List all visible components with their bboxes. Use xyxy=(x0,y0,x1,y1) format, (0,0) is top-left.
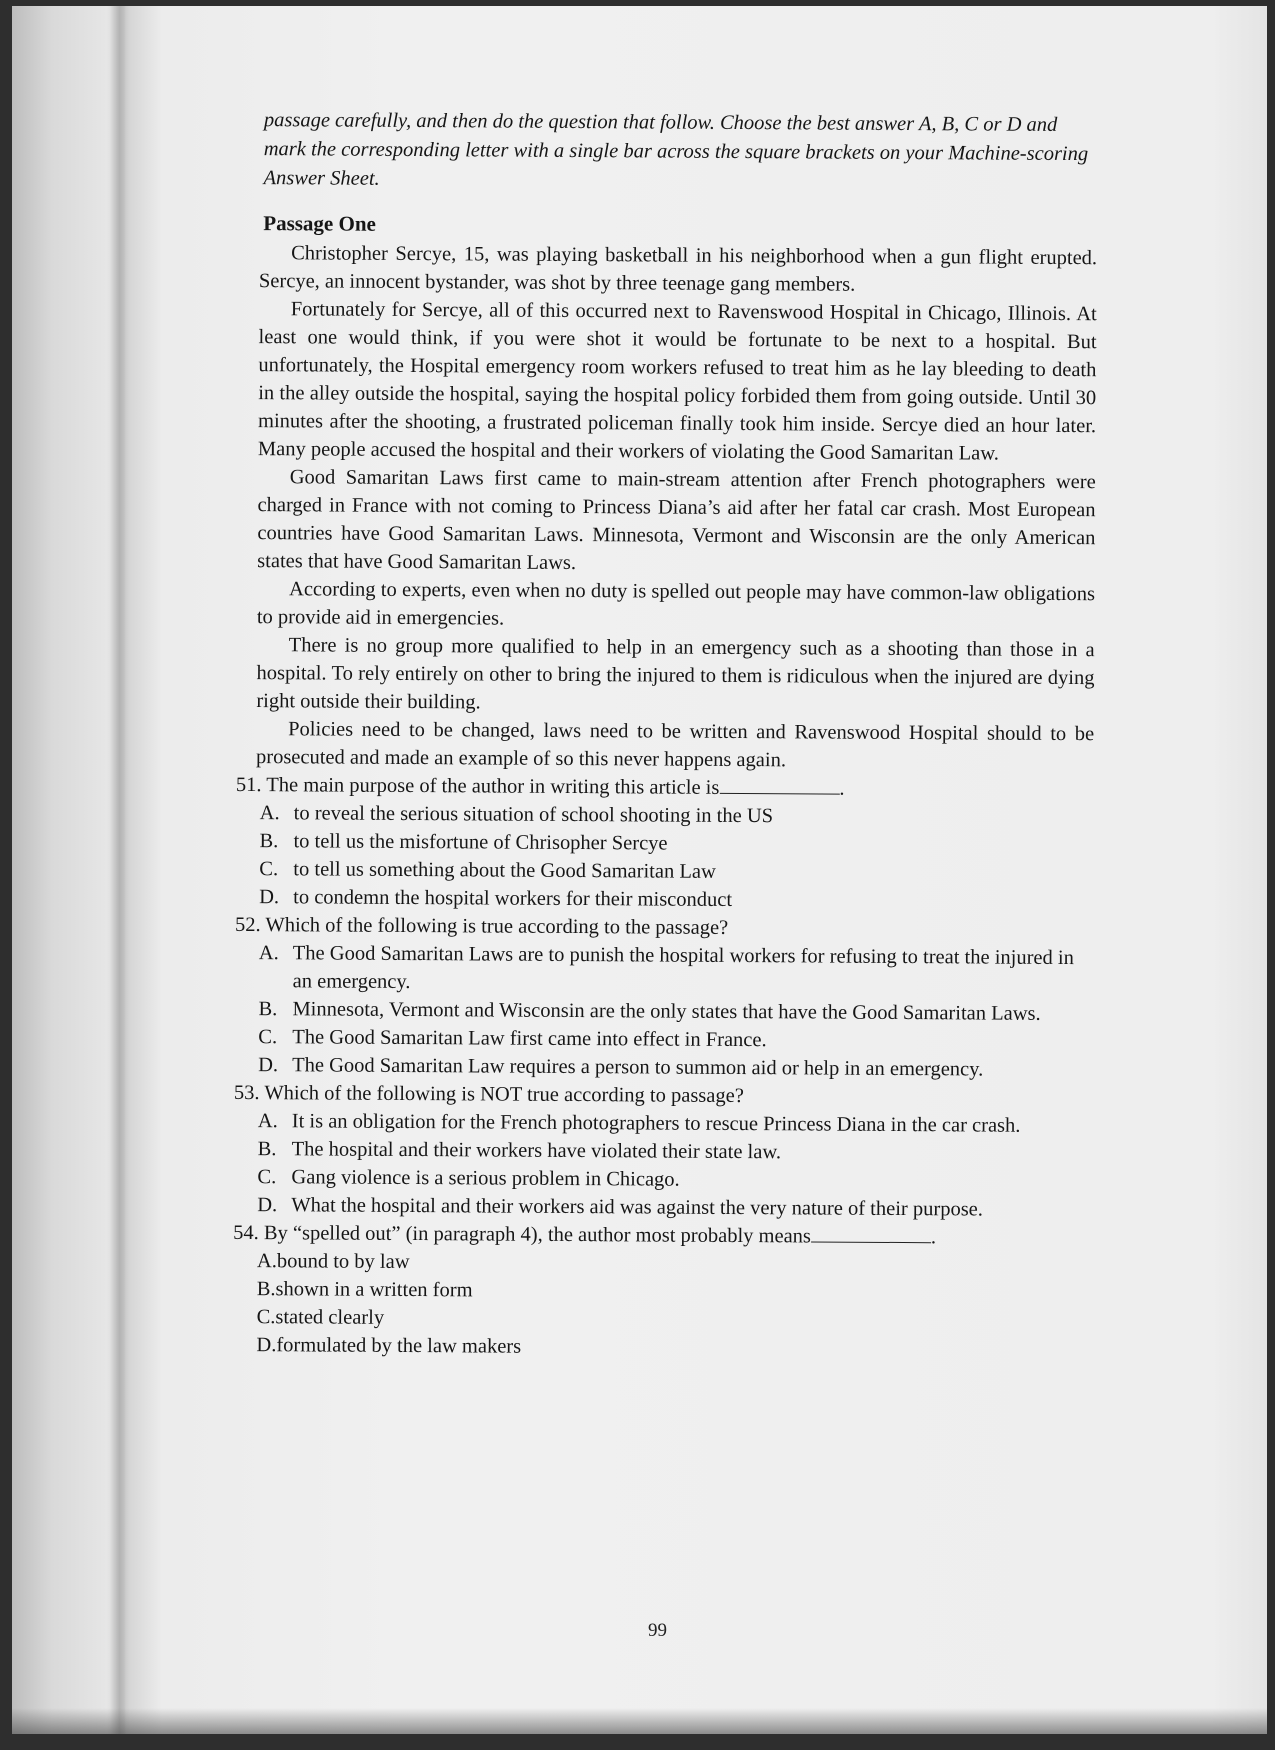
passage-paragraph: There is no group more qualified to help in an emergency such as a shooting than those in a hospital. To rely entirely on other to bring the injured to them is ridiculous when the injured are dying right outside their building. xyxy=(256,634,1095,714)
passage-title: Passage One xyxy=(263,211,376,236)
option-text: Minnesota, Vermont and Wisconsin are the only states that have the Good Samaritan Laws. xyxy=(292,998,1041,1025)
option-letter: D. xyxy=(257,1194,278,1217)
option-letter: C. xyxy=(257,1166,277,1189)
option-list xyxy=(258,939,1093,1084)
option-text: Gang violence is a serious problem in Chicago. xyxy=(291,1166,680,1191)
option-letter: B. xyxy=(259,830,279,853)
binding-shadow xyxy=(110,6,126,1734)
question-53 xyxy=(233,1079,1092,1224)
option-text: to reveal the serious situation of school shooting in the US xyxy=(293,802,774,828)
option-text: The Good Samaritan Law first came into effect in France. xyxy=(292,1026,767,1052)
question-51 xyxy=(235,771,1094,916)
question-54 xyxy=(232,1219,1091,1364)
option-letter: C. xyxy=(259,858,279,881)
option-letter: B. xyxy=(258,998,278,1021)
option-letter: D. xyxy=(258,1054,279,1077)
passage-paragraph: Policies need to be changed, laws need to be written and Ravenswood Hospital should to be prosecuted and made an example of so this never happens again. xyxy=(255,718,1095,772)
answer-blank xyxy=(719,775,839,795)
option-list xyxy=(259,799,1094,916)
option-text: It is an obligation for the French photographers to rescue Princess Diana in the car crash. xyxy=(291,1110,1021,1137)
option-letter: D. xyxy=(259,886,280,909)
page-number: 99 xyxy=(648,1620,667,1641)
passage-paragraph: Fortunately for Sercye, all of this occurred next to Ravenswood Hospital in Chicago, Illinois. At least one would think, if you were shot it would be fortunate to be next to a hospital. But unfortunately, the Hospital emergency room workers refused to treat him as he lay bleeding to death in the alley outside the hospital, saying the hospital policy forbided them from going outside. Until 30 minutes after the shooting, a frustrated policeman finally took him inside. Sercye died an hour later. Many people accused the hospital and their workers of violating the Good Samaritan Law. xyxy=(257,298,1097,465)
option-text: to tell us the misfortune of Chrisopher Sercye xyxy=(293,830,668,855)
passage-paragraph: According to experts, even when no duty is spelled out people may have common-law obligations to provide aid in emergencies. xyxy=(256,578,1096,630)
option-letter: B. xyxy=(257,1138,277,1161)
option-a: A.bound to by law xyxy=(256,1250,410,1274)
option-letter: A. xyxy=(258,942,279,965)
question-stem: 53. Which of the following is NOT true according to passage? xyxy=(233,1081,744,1108)
option-d: D.formulated by the law makers xyxy=(256,1334,522,1358)
passage-paragraph: Good Samaritan Laws first came to main-stream attention after French photographers were charged in France with not coming to Princess Diana’s aid after her fatal car crash. Most European countries have Good Samaritan Laws. Minnesota, Vermont and Wisconsin are the only American states that have Good Samaritan Laws. xyxy=(257,466,1096,575)
option-letter: C. xyxy=(258,1026,278,1049)
option-letter: A. xyxy=(257,1110,278,1133)
scan-edge-shadow xyxy=(12,1708,1267,1734)
question-52 xyxy=(234,911,1093,1084)
option-text: to tell us something about the Good Samaritan Law xyxy=(293,858,716,883)
page-content xyxy=(233,106,1098,1364)
instructions-text: passage carefully, and then do the question that follow. Choose the best answer A, B, C or D and mark the corresponding letter with a single bar across the square brackets on your Machine-scoring Answer Sheet. xyxy=(263,109,1089,190)
question-stem-text: 54. By “spelled out” (in paragraph 4), the author most probably means xyxy=(233,1221,812,1248)
option-text: to condemn the hospital workers for their misconduct xyxy=(293,886,733,911)
question-stem-end: . xyxy=(930,1226,937,1249)
option-b: B.shown in a written form xyxy=(256,1278,473,1302)
option-letter: A. xyxy=(259,802,280,825)
question-stem: 52. Which of the following is true according to the passage? xyxy=(234,913,729,939)
option-text: The Good Samaritan Law requires a person to summon aid or help in an emergency. xyxy=(292,1054,984,1081)
answer-blank xyxy=(811,1223,931,1243)
document-page xyxy=(12,6,1267,1734)
option-text: The Good Samaritan Laws are to punish the hospital workers for refusing to treat the injured in an emergency. xyxy=(292,942,1074,994)
option-text: The hospital and their workers have violated their state law. xyxy=(291,1138,782,1164)
option-c: C.stated clearly xyxy=(256,1306,385,1329)
option-text: What the hospital and their workers aid was against the very nature of their purpose. xyxy=(291,1194,983,1221)
option-list xyxy=(257,1107,1092,1224)
passage-body xyxy=(244,239,1097,776)
passage-paragraph: Christopher Sercye, 15, was playing basketball in his neighborhood when a gun flight erupted. Sercye, an innocent bystander, was shot by three teenage gang members. xyxy=(258,242,1098,296)
question-stem-end: . xyxy=(839,777,845,800)
option-a xyxy=(259,939,1093,1000)
question-stem-text: 51. The main purpose of the author in writing this article is xyxy=(235,773,720,799)
